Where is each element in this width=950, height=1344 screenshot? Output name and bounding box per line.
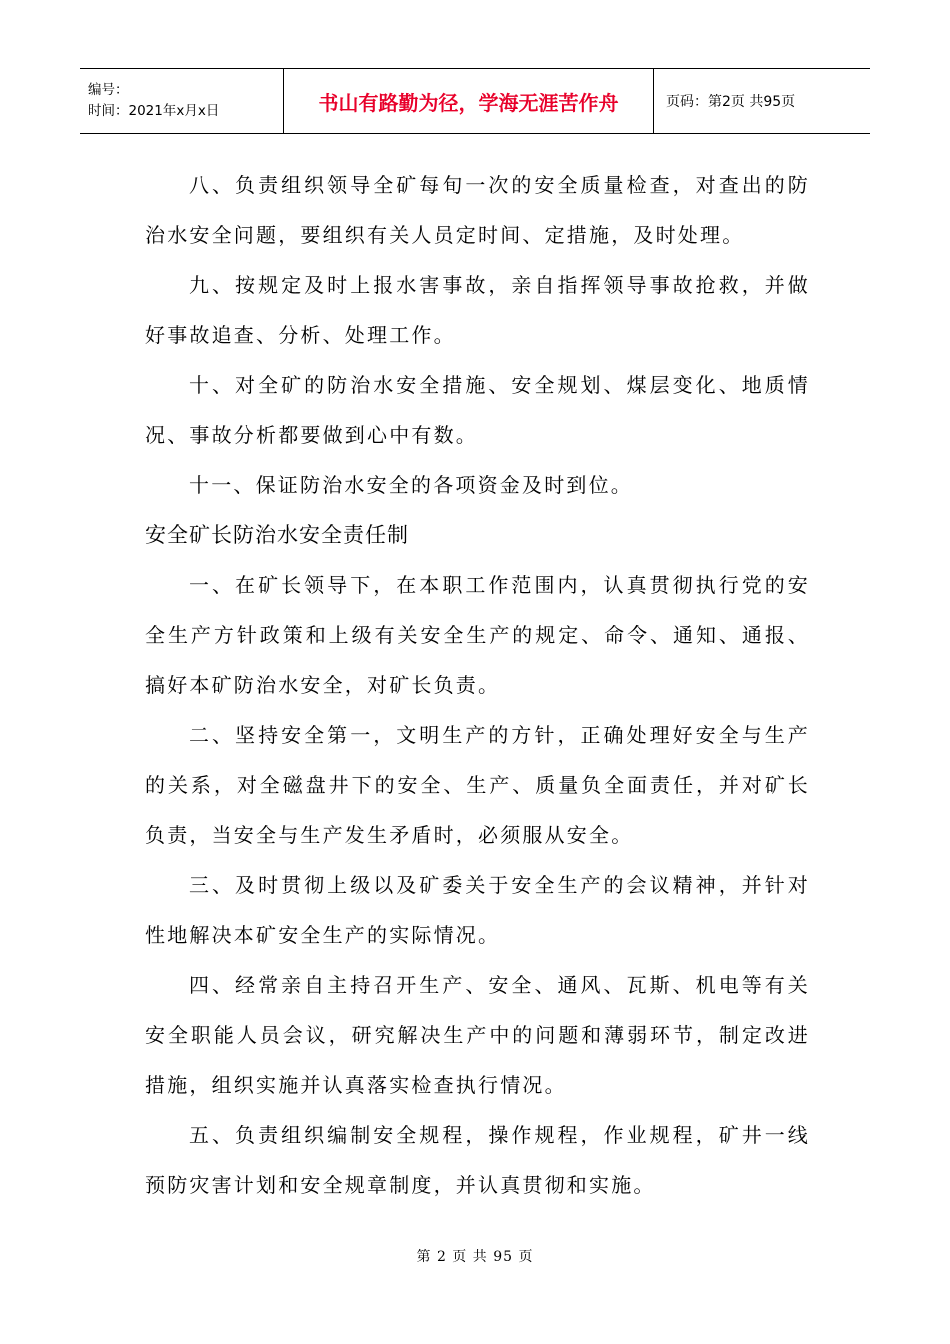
paragraph-3: 三、及时贯彻上级以及矿委关于安全生产的会议精神，并针对性地解决本矿安全生产的实际情况。: [145, 873, 810, 947]
paragraph-11: 十一、保证防治水安全的各项资金及时到位。: [189, 473, 633, 497]
paragraph-8: 八、负责组织领导全矿每旬一次的安全质量检查，对查出的防治水安全问题，要组织有关人员定时间、定措施，及时处理。: [145, 173, 810, 247]
header-meta: [80, 69, 284, 133]
header-motto: 书山有路勤为径，学海无涯苦作舟: [284, 69, 654, 133]
page-footer: 第 2 页 共 95 页: [416, 1249, 534, 1265]
paragraph-1: 一、在矿长领导下，在本职工作范围内，认真贯彻执行党的安全生产方针政策和上级有关安全生产的规定、命令、通知、通报、搞好本矿防治水安全，对矿长负责。: [145, 573, 810, 697]
paragraph-10: 十、对全矿的防治水安全措施、安全规划、煤层变化、地质情况、事故分析都要做到心中有数。: [145, 373, 810, 447]
number-label: 编号：: [88, 82, 129, 98]
paragraph-2: 二、坚持安全第一，文明生产的方针，正确处理好安全与生产的关系，对全磁盘井下的安全、生产、质量负全面责任，并对矿长负责，当安全与生产发生矛盾时，必须服从安全。: [145, 723, 810, 847]
section-heading: 安全矿长防治水安全责任制: [145, 523, 409, 547]
paragraph-5: 五、负责组织编制安全规程，操作规程，作业规程，矿井一线预防灾害计划和安全规章制度，并认真贯彻和实施。: [145, 1123, 810, 1197]
document-body: [145, 160, 810, 1210]
paragraph-4: 四、经常亲自主持召开生产、安全、通风、瓦斯、机电等有关安全职能人员会议，研究解决生产中的问题和薄弱环节，制定改进措施，组织实施并认真落实检查执行情况。: [145, 973, 810, 1097]
date-label: 时间：2021年x月x日: [88, 103, 220, 119]
paragraph-9: 九、按规定及时上报水害事故，亲自指挥领导事故抢救，并做好事故追查、分析、处理工作。: [145, 273, 810, 347]
document-header: [80, 68, 870, 134]
header-page-info: 页码：第2页 共95页: [666, 94, 796, 110]
